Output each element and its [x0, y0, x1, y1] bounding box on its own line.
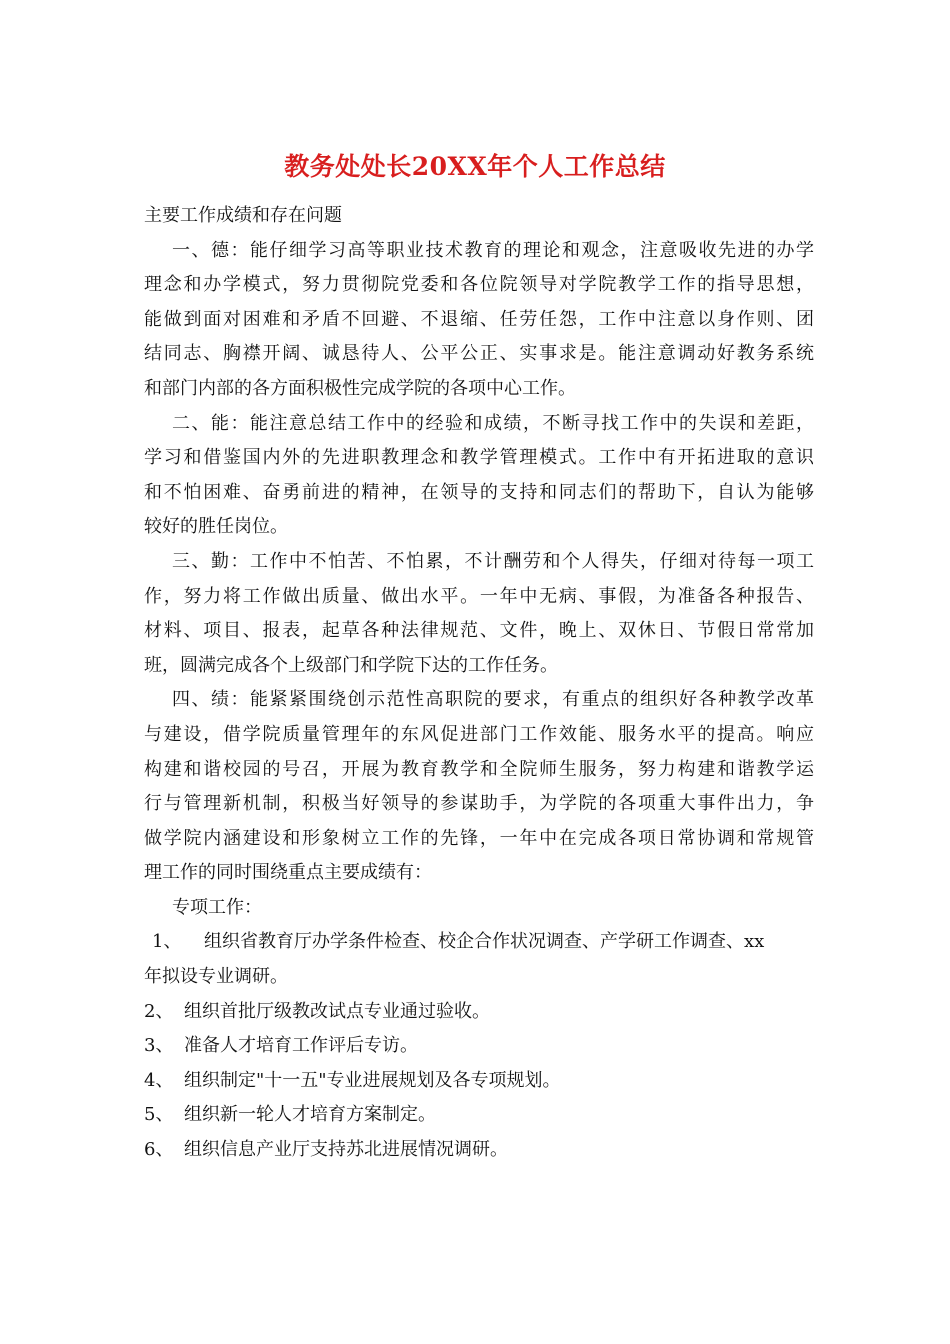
paragraph-line: 学习和借鉴国内外的先进职教理念和教学管理模式。工作中有开拓进取的意识 [144, 447, 814, 469]
paragraph-line: 理工作的同时围绕重点主要成绩有： [144, 862, 432, 884]
paragraph-line: 四、绩：能紧紧围绕创示范性高职院的要求，有重点的组织好各种教学改革 [172, 689, 814, 711]
paragraph-line: 行与管理新机制，积极当好领导的参谋助手，为学院的各项重大事件出力，争 [144, 793, 814, 815]
list-item-text: 组织省教育厅办学条件检查、校企合作状况调查、产学研工作调查、xx [204, 931, 765, 953]
paragraph-line: 二、能：能注意总结工作中的经验和成绩，不断寻找工作中的失误和差距， [172, 412, 814, 434]
list-item [144, 1098, 814, 1133]
paragraph-line: 理念和办学模式，努力贯彻院党委和各位院领导对学院教学工作的指导思想， [144, 274, 814, 296]
paragraph-line: 与建设，借学院质量管理年的东风促进部门工作效能、服务水平的提高。响应 [144, 723, 814, 745]
list-item-number: 3、 [144, 1035, 174, 1057]
list-item-number: 2、 [144, 1000, 174, 1022]
paragraph-line: 材料、项目、报表，起草各种法律规范、文件，晚上、双休日、节假日常常加 [144, 620, 814, 642]
paragraph-line: 和部门内部的各方面积极性完成学院的各项中心工作。 [144, 377, 576, 399]
list-item-number: 5、 [144, 1104, 174, 1126]
section-subtitle: 主要工作成绩和存在问题 [144, 205, 342, 226]
paragraph-line: 做学院内涵建设和形象树立工作的先锋，一年中在完成各项日常协调和常规管 [144, 827, 814, 849]
list-item [144, 925, 814, 960]
list-item [144, 995, 814, 1030]
paragraph-line: 能做到面对困难和矛盾不回避、不退缩、任劳任怨，工作中注意以身作则、团 [144, 308, 814, 330]
paragraph-line: 和不怕困难、奋勇前进的精神，在领导的支持和同志们的帮助下，自认为能够 [144, 481, 814, 503]
paragraph-line: 构建和谐校园的号召，开展为教育教学和全院师生服务，努力构建和谐教学运 [144, 758, 814, 780]
paragraph-line: 较好的胜任岗位。 [144, 516, 288, 538]
list-item [144, 1133, 814, 1168]
list-item [144, 1029, 814, 1064]
document-title: 教务处处长20XX年个人工作总结 [284, 152, 666, 181]
list-item-text: 准备人才培育工作评后专访。 [184, 1035, 418, 1057]
list-item-text: 组织新一轮人才培育方案制定。 [184, 1104, 436, 1126]
paragraph-line: 一、德：能仔细学习高等职业技术教育的理论和观念，注意吸收先进的办学 [172, 239, 814, 261]
list-item-text: 组织首批厅级教改试点专业通过验收。 [184, 1000, 490, 1022]
list-item-number: 4、 [144, 1069, 174, 1091]
paragraph-line: 作，努力将工作做出质量、做出水平。一年中无病、事假，为准备各种报告、 [144, 585, 814, 607]
list-item-number: 6、 [144, 1139, 174, 1161]
paragraph-line: 三、勤：工作中不怕苦、不怕累，不计酬劳和个人得失，仔细对待每一项工 [172, 550, 814, 572]
special-work-heading: 专项工作： [172, 896, 262, 918]
list-item [144, 1064, 814, 1099]
list-item-number: 1、 [152, 931, 182, 953]
list-item-text: 组织制定"十一五"专业进展规划及各专项规划。 [184, 1069, 561, 1091]
document-body [144, 199, 814, 1168]
paragraph-line: 结同志、胸襟开阔、诚恳待人、公平公正、实事求是。能注意调动好教务系统 [144, 343, 814, 365]
paragraph-line: 班，圆满完成各个上级部门和学院下达的工作任务。 [144, 654, 558, 676]
list-item-continuation: 年拟设专业调研。 [144, 966, 288, 988]
list-item-text: 组织信息产业厅支持苏北进展情况调研。 [184, 1139, 508, 1161]
